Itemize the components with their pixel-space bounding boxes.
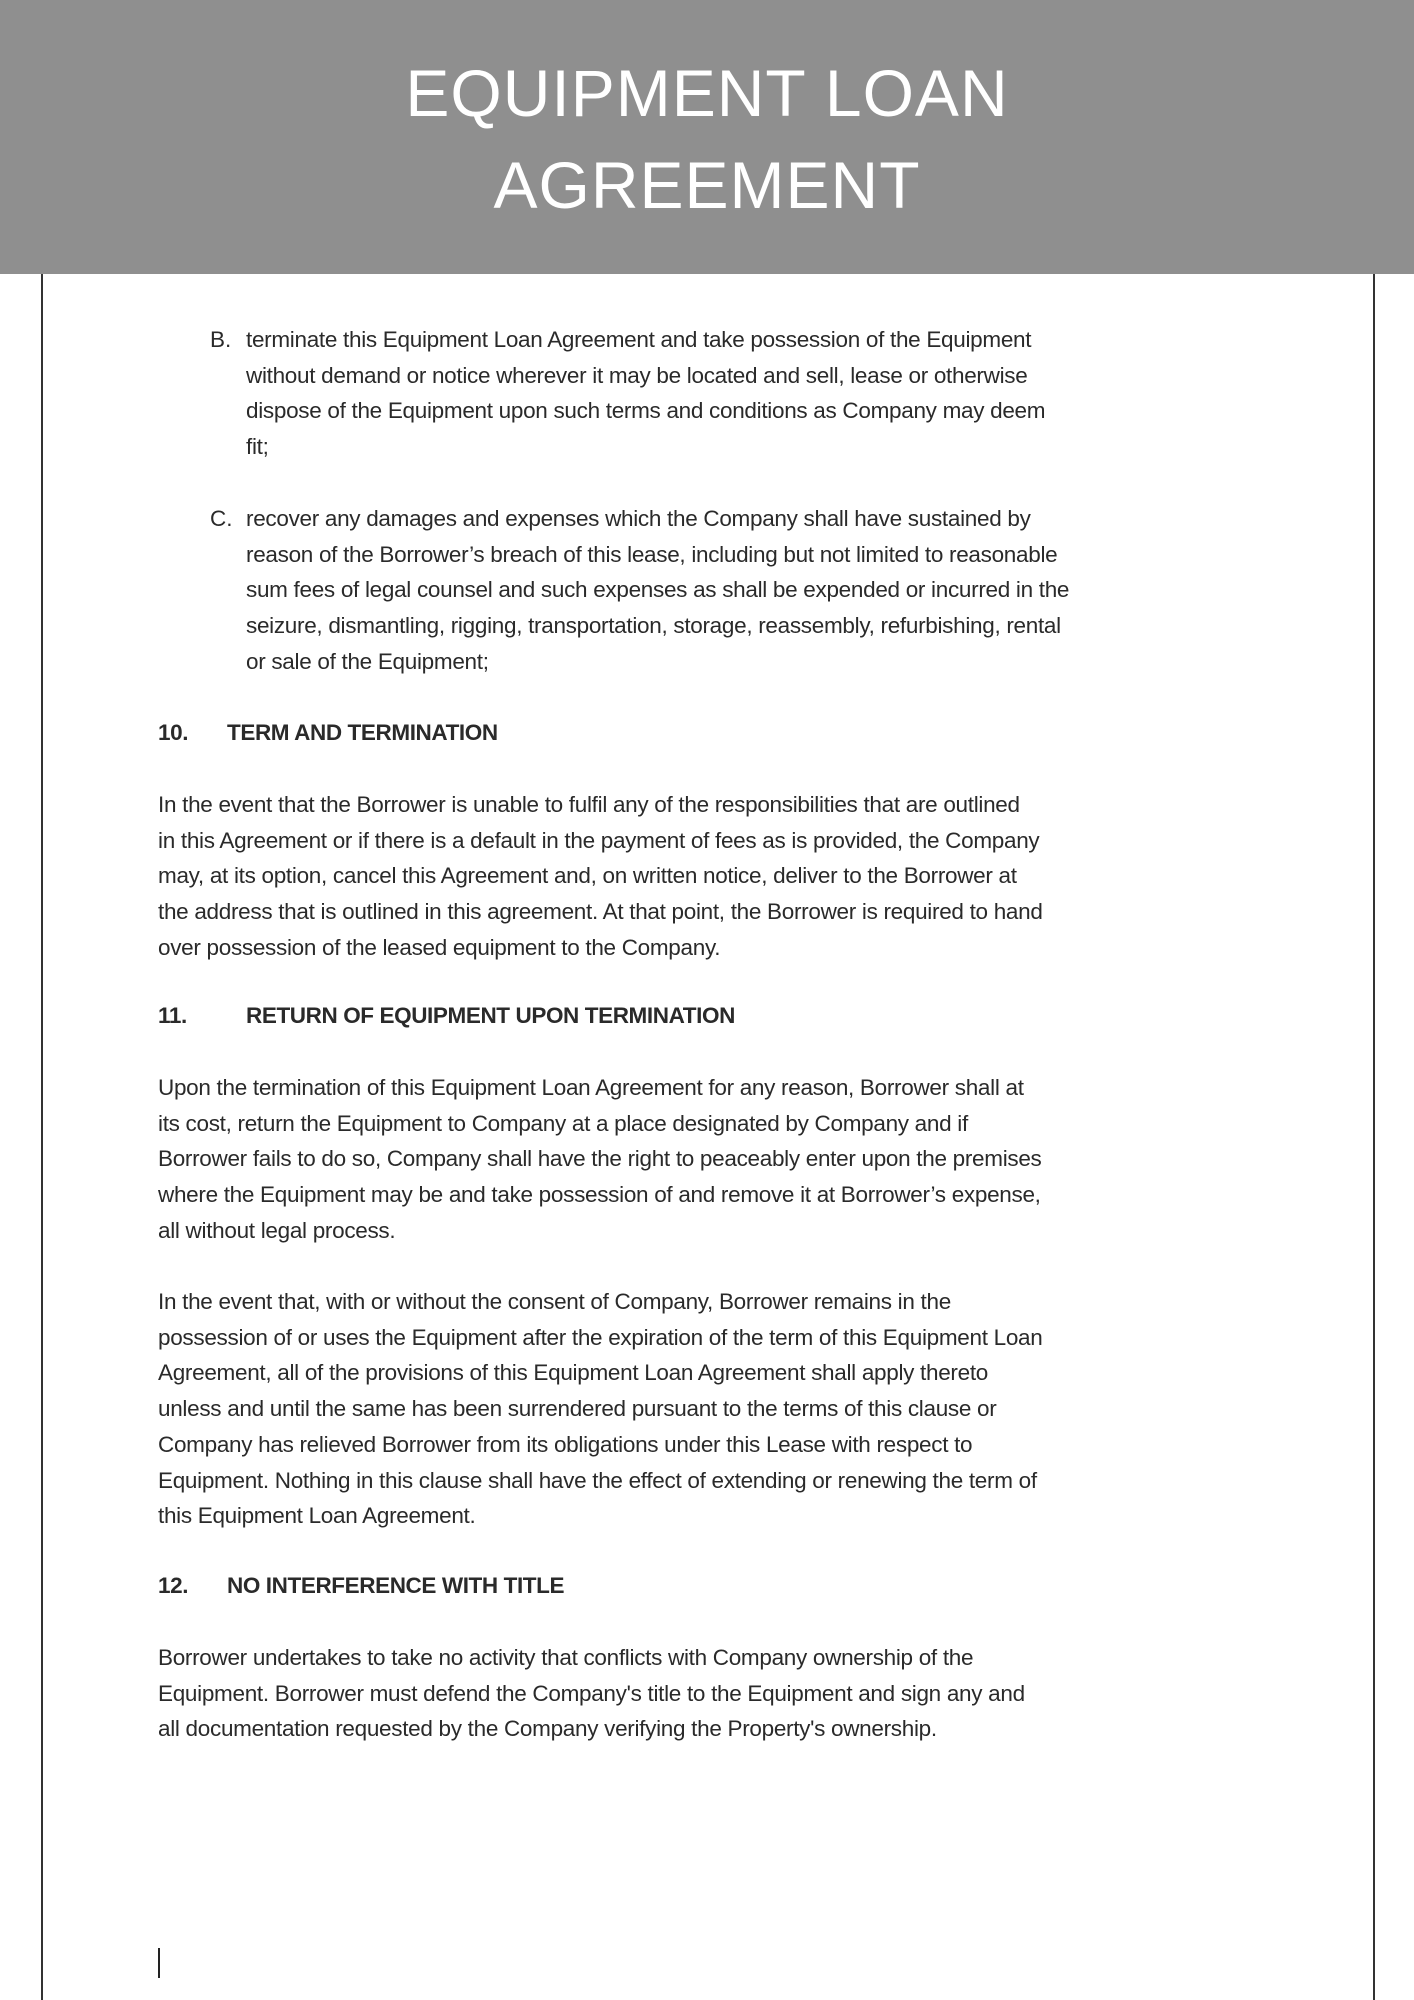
paragraph-line: all without legal process. <box>158 1217 396 1243</box>
paragraph-line: Equipment. Nothing in this clause shall have the effect of extending or renewing the term of <box>158 1467 1037 1493</box>
section-heading: NO INTERFERENCE WITH TITLE <box>227 1573 565 1598</box>
section-heading: RETURN OF EQUIPMENT UPON TERMINATION <box>246 1003 735 1028</box>
paragraph-line: its cost, return the Equipment to Company at a place designated by Company and if <box>158 1110 968 1136</box>
list-item-text-line: terminate this Equipment Loan Agreement and take possession of the Equipment <box>246 327 1032 352</box>
list-item-text-line: recover any damages and expenses which the Company shall have sustained by <box>246 506 1031 531</box>
paragraph-line: Upon the termination of this Equipment Loan Agreement for any reason, Borrower shall at <box>158 1075 1024 1100</box>
paragraph-line: the address that is outlined in this agreement. At that point, the Borrower is required to hand <box>158 899 1043 925</box>
section-number: 12. <box>158 1573 189 1598</box>
section-heading: TERM AND TERMINATION <box>227 720 498 745</box>
list-item-text-line: seizure, dismantling, rigging, transportation, storage, reassembly, refurbishing, rental <box>246 613 1061 639</box>
title-banner <box>0 0 1414 274</box>
paragraph-line: Borrower fails to do so, Company shall have the right to peaceably enter upon the premises <box>158 1146 1042 1172</box>
section-number: 10. <box>158 720 189 745</box>
text-cursor <box>158 1948 160 1978</box>
list-item-text-line: fit; <box>246 434 269 460</box>
list-item-text-line: reason of the Borrower’s breach of this lease, including but not limited to reasonable <box>246 541 1058 567</box>
paragraph-line: Agreement, all of the provisions of this Equipment Loan Agreement shall apply thereto <box>158 1360 989 1386</box>
list-item-text-line: dispose of the Equipment upon such terms and conditions as Company may deem <box>246 398 1046 424</box>
paragraph-line: unless and until the same has been surrendered pursuant to the terms of this clause or <box>158 1396 997 1422</box>
paragraph-line: all documentation requested by the Company verifying the Property's ownership. <box>158 1716 937 1742</box>
paragraph-line: In the event that the Borrower is unable to fulfil any of the responsibilities that are outlined <box>158 792 1020 817</box>
list-item-text-line: sum fees of legal counsel and such expenses as shall be expended or incurred in the <box>246 577 1070 603</box>
paragraph-line: this Equipment Loan Agreement. <box>158 1503 476 1529</box>
list-marker: C. <box>210 506 233 531</box>
title-line-2: AGREEMENT <box>493 148 921 222</box>
paragraph-line: over possession of the leased equipment to the Company. <box>158 934 721 960</box>
paragraph-line: Borrower undertakes to take no activity that conflicts with Company ownership of the <box>158 1645 974 1670</box>
paragraph-line: where the Equipment may be and take possession of and remove it at Borrower’s expense, <box>158 1182 1041 1208</box>
section-number: 11. <box>158 1003 187 1028</box>
title-line-1: EQUIPMENT LOAN <box>405 56 1009 130</box>
paragraph-line: In the event that, with or without the consent of Company, Borrower remains in the <box>158 1289 951 1314</box>
list-item-text-line: without demand or notice wherever it may be located and sell, lease or otherwise <box>246 362 1028 388</box>
paragraph-line: Company has relieved Borrower from its obligations under this Lease with respect to <box>158 1431 973 1457</box>
list-marker: B. <box>210 327 232 352</box>
page-border-right <box>1373 274 1375 2000</box>
paragraph-line: may, at its option, cancel this Agreement and, on written notice, deliver to the Borrower at <box>158 863 1017 889</box>
page-border-left <box>41 274 43 2000</box>
paragraph-line: in this Agreement or if there is a default in the payment of fees as is provided, the Company <box>158 827 1040 853</box>
list-item-text-line: or sale of the Equipment; <box>246 648 489 674</box>
paragraph-line: possession of or uses the Equipment after the expiration of the term of this Equipment Loan <box>158 1324 1043 1350</box>
paragraph-line: Equipment. Borrower must defend the Company's title to the Equipment and sign any and <box>158 1680 1025 1706</box>
